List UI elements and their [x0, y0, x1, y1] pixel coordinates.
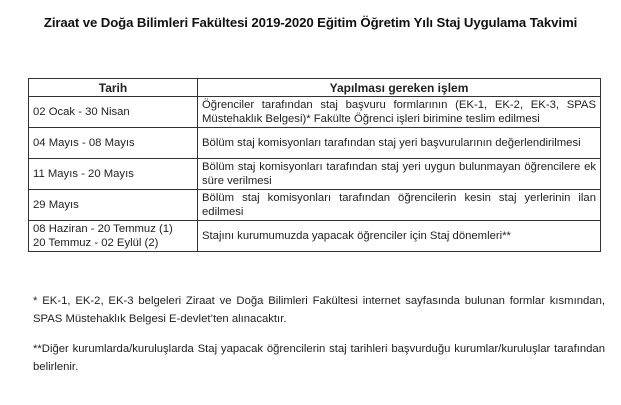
header-date: Tarih	[29, 79, 198, 97]
internship-schedule-table	[28, 78, 601, 252]
row-date-line: 08 Haziran - 20 Temmuz (1)	[33, 223, 173, 235]
document-title: Ziraat ve Doğa Bilimleri Fakültesi 2019-2020 Eğitim Öğretim Yılı Staj Uygulama Takvimi	[43, 15, 578, 30]
row-date: 02 Ocak - 30 Nisan	[29, 97, 198, 128]
row-action: Stajını kurumumuzda yapacak öğrenciler için Staj dönemleri**	[198, 221, 601, 252]
row-date: 29 Mayıs	[29, 190, 198, 221]
header-action: Yapılması gereken işlem	[198, 79, 601, 97]
table-row	[29, 190, 601, 221]
footnote-forms: * EK-1, EK-2, EK-3 belgeleri Ziraat ve Doğa Bilimleri Fakültesi internet sayfasında bulunan formlar kısmından, SPAS Müstehaklık Belgesi E-devlet’ten alınacaktır.	[33, 295, 605, 325]
table-row	[29, 97, 601, 128]
table-row	[29, 221, 601, 252]
row-date: 04 Mayıs - 08 Mayıs	[29, 128, 198, 159]
row-action: Bölüm staj komisyonları tarafından staj yeri uygun bulunmayan öğrencilere ek süre verilmesi	[198, 159, 601, 190]
row-action: Bölüm staj komisyonları tarafından öğrencilerin kesin staj yerlerinin ilan edilmesi	[198, 190, 601, 221]
table-row	[29, 128, 601, 159]
footnote-other-institutions: **Diğer kurumlarda/kuruluşlarda Staj yapacak öğrencilerin staj tarihleri başvurduğu kurumlar/kuruluşlar tarafından belirlenir.	[33, 343, 605, 373]
row-action: Öğrenciler tarafından staj başvuru formlarının (EK-1, EK-2, EK-3, SPAS Müstehaklık Belgesi)* Fakülte Öğrenci işleri birimine teslim edilmesi	[198, 97, 601, 128]
row-action: Bölüm staj komisyonları tarafından staj yeri başvurularının değerlendirilmesi	[198, 128, 601, 159]
table-header-row	[29, 79, 601, 97]
table-row	[29, 159, 601, 190]
row-date-line: 20 Temmuz - 02 Eylül (2)	[33, 237, 159, 249]
row-date	[29, 221, 198, 252]
row-date: 11 Mayıs - 20 Mayıs	[29, 159, 198, 190]
